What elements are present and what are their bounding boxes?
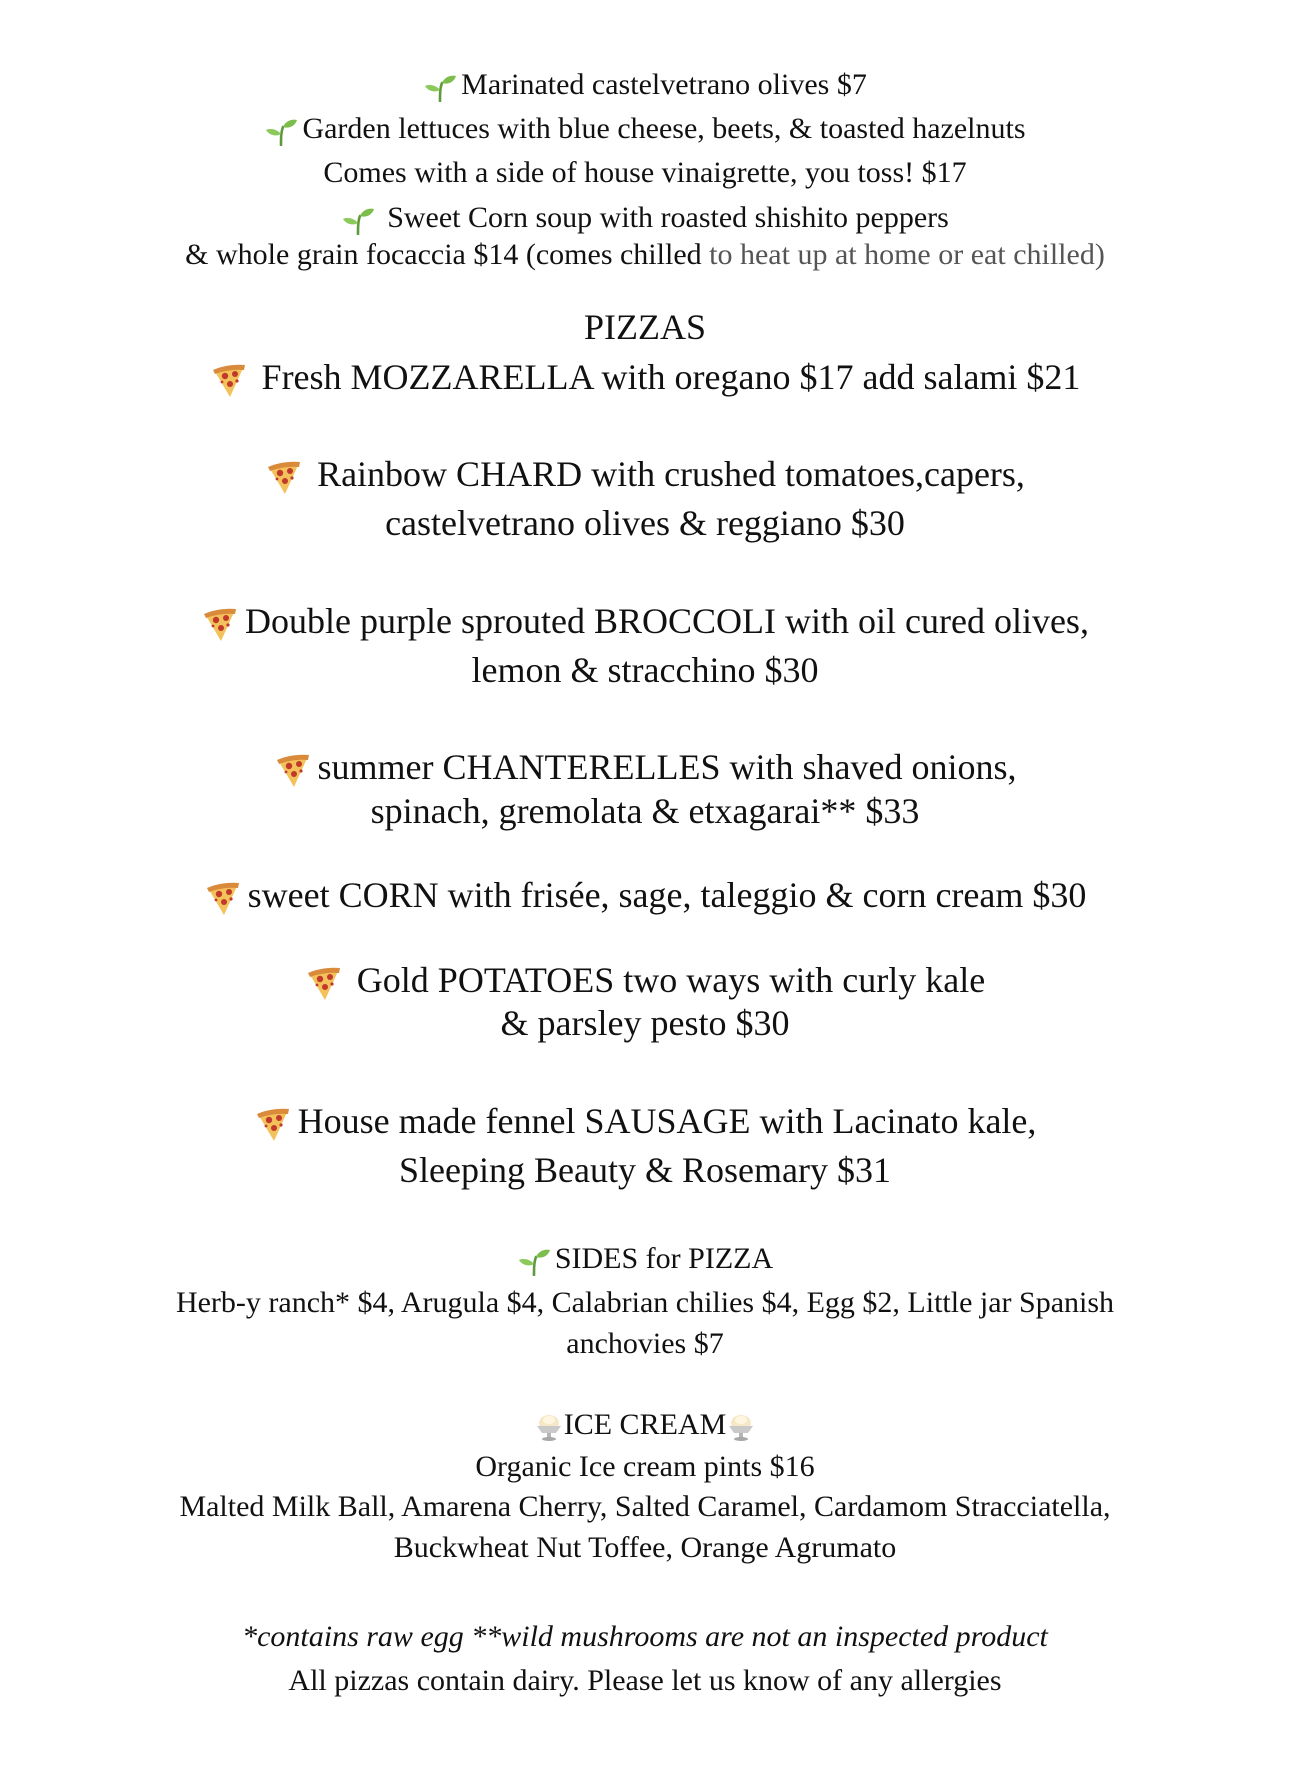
pizza-slice-icon	[201, 606, 239, 644]
pizza-sausage	[0, 1100, 1290, 1144]
pizza-slice-icon	[305, 965, 343, 1003]
starter-soup-text: Sweet Corn soup with roasted shishito peppers	[387, 201, 949, 234]
pizza-mozzarella-text: Fresh MOZZARELLA with oregano $17 add salami $21	[261, 357, 1081, 397]
dairy-note-text: All pizzas contain dairy. Please let us know of any allergies	[288, 1664, 1002, 1697]
pizza-chard-detail	[0, 502, 1290, 544]
pizza-broccoli-text: Double purple sprouted BROCCOLI with oil cured olives,	[245, 601, 1089, 641]
ice-cream-flavors-cont	[0, 1531, 1290, 1565]
pizza-slice-icon	[254, 1106, 292, 1144]
pizzas-heading	[0, 306, 1290, 348]
sides-list	[0, 1286, 1290, 1320]
starter-lettuces-text: Garden lettuces with blue cheese, beets, & toasted hazelnuts	[302, 112, 1026, 145]
dairy-note	[0, 1664, 1290, 1698]
pizza-corn-text: sweet CORN with frisée, sage, taleggio & corn cream $30	[247, 875, 1087, 915]
pizza-slice-icon	[265, 459, 303, 497]
ice-cream-pints-text: Organic Ice cream pints $16	[475, 1450, 815, 1483]
ice-cream-cup-icon	[534, 1412, 564, 1442]
ice-cream-heading-text: ICE CREAM	[563, 1408, 727, 1441]
sides-list-cont-text: anchovies $7	[566, 1327, 724, 1360]
ice-cream-pints	[0, 1450, 1290, 1484]
pizza-chanterelles-detail-text: spinach, gremolata & etxagarai** $33	[370, 791, 920, 831]
sides-list-text: Herb-y ranch* $4, Arugula $4, Calabrian chilies $4, Egg $2, Little jar Spanish	[175, 1286, 1115, 1319]
pizza-broccoli	[0, 600, 1290, 644]
starter-olives	[0, 68, 1290, 102]
pizza-sausage-detail	[0, 1149, 1290, 1191]
raw-egg-note	[0, 1620, 1290, 1654]
starter-lettuces-detail	[0, 156, 1290, 190]
pizza-chard-detail-text: castelvetrano olives & reggiano $30	[385, 503, 905, 543]
starter-lettuces	[0, 112, 1290, 146]
pizza-corn	[0, 874, 1290, 918]
starter-soup-detail	[0, 238, 1290, 272]
pizzas-heading-text: PIZZAS	[583, 307, 706, 347]
pizza-chard-text: Rainbow CHARD with crushed tomatoes,capers,	[317, 454, 1025, 494]
pizza-sausage-text: House made fennel SAUSAGE with Lacinato kale,	[297, 1101, 1037, 1141]
sides-list-cont	[0, 1327, 1290, 1361]
seedling-icon	[264, 116, 298, 146]
pizza-slice-icon	[274, 752, 312, 790]
pizza-chanterelles-text: summer CHANTERELLES with shaved onions,	[317, 747, 1017, 787]
pizza-slice-icon	[204, 880, 242, 918]
sides-heading	[0, 1242, 1290, 1276]
ice-cream-flavors-cont-text: Buckwheat Nut Toffee, Orange Agrumato	[393, 1531, 897, 1564]
seedling-icon	[517, 1246, 551, 1276]
ice-cream-heading	[0, 1408, 1290, 1442]
ice-cream-flavors-text: Malted Milk Ball, Amarena Cherry, Salted Caramel, Cardamom Stracciatella,	[179, 1490, 1111, 1523]
starter-lettuces-detail-text: Comes with a side of house vinaigrette, you toss! $17	[323, 156, 967, 189]
pizza-chard	[0, 453, 1290, 497]
pizza-chanterelles-detail	[0, 790, 1290, 832]
pizza-potatoes	[0, 959, 1290, 1003]
pizza-broccoli-detail-text: lemon & stracchino $30	[471, 650, 819, 690]
pizza-sausage-detail-text: Sleeping Beauty & Rosemary $31	[399, 1150, 891, 1190]
pizza-slice-icon	[210, 362, 248, 400]
raw-egg-note-text: *contains raw egg **wild mushrooms are not an inspected product	[242, 1620, 1048, 1653]
pizza-mozzarella	[0, 356, 1290, 400]
seedling-icon	[341, 205, 375, 235]
starter-soup-detail-text: & whole grain focaccia $14 (comes chilled	[185, 238, 702, 271]
pizza-potatoes-text: Gold POTATOES two ways with curly kale	[356, 960, 986, 1000]
starter-soup-detail-grey: to heat up at home or eat chilled)	[701, 238, 1105, 271]
pizza-chanterelles	[0, 746, 1290, 790]
starter-soup	[0, 201, 1290, 235]
pizza-potatoes-detail-text: & parsley pesto $30	[500, 1003, 790, 1043]
pizza-broccoli-detail	[0, 649, 1290, 691]
ice-cream-cup-icon	[726, 1412, 756, 1442]
ice-cream-flavors	[0, 1490, 1290, 1524]
pizza-potatoes-detail	[0, 1002, 1290, 1044]
sides-heading-text: SIDES for PIZZA	[554, 1242, 774, 1275]
seedling-icon	[423, 72, 457, 102]
starter-olives-text: Marinated castelvetrano olives $7	[461, 68, 867, 101]
